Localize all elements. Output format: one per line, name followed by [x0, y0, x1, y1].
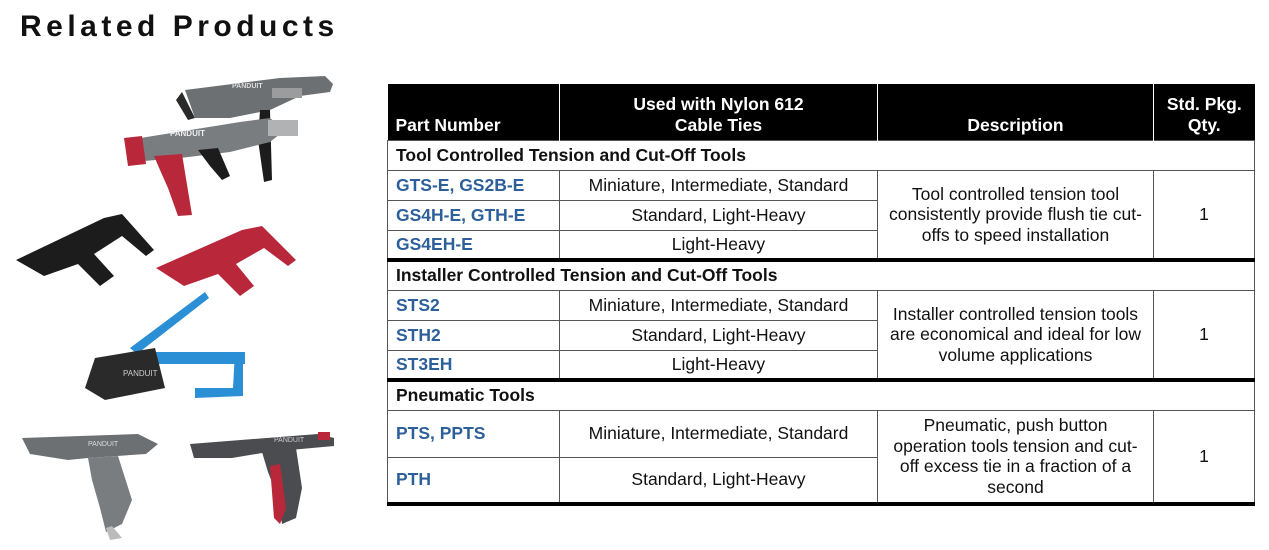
header-used-with-line2: Cable Ties — [674, 114, 763, 135]
table-row — [388, 410, 1255, 457]
header-used-with-line1: Used with Nylon 612 — [633, 93, 804, 114]
part-number: PTS, PPTS — [388, 410, 560, 457]
header-part-number: Part Number — [388, 84, 560, 140]
table-header-row — [388, 84, 1255, 140]
used-with: Miniature, Intermediate, Standard — [560, 170, 878, 200]
group-description: Tool controlled tension tool consistently provide flush tie cut-offs to speed installation — [878, 170, 1154, 260]
group-row — [388, 140, 1255, 170]
used-with: Standard, Light-Heavy — [560, 320, 878, 350]
part-number: STS2 — [388, 290, 560, 320]
header-qty-line2: Qty. — [1187, 114, 1221, 135]
part-number: GS4H-E, GTH-E — [388, 200, 560, 230]
svg-text:PANDUIT: PANDUIT — [88, 441, 119, 448]
group-title: Pneumatic Tools — [388, 380, 1255, 410]
pneumatic-tools-image — [18, 428, 358, 543]
part-number: ST3EH — [388, 350, 560, 380]
group-title: Tool Controlled Tension and Cut-Off Tools — [388, 140, 1255, 170]
used-with: Light-Heavy — [560, 350, 878, 380]
header-std-pkg-qty — [1154, 84, 1255, 140]
svg-text:PANDUIT: PANDUIT — [232, 83, 263, 90]
used-with: Light-Heavy — [560, 230, 878, 260]
part-number: PTH — [388, 457, 560, 504]
std-pkg-qty: 1 — [1154, 170, 1255, 260]
svg-text:PANDUIT: PANDUIT — [170, 129, 205, 138]
svg-text:PANDUIT: PANDUIT — [274, 437, 305, 444]
used-with: Miniature, Intermediate, Standard — [560, 290, 878, 320]
section-heading: Related Products — [20, 10, 339, 43]
group-row — [388, 380, 1255, 410]
group-description: Pneumatic, push button operation tools tension and cut-off excess tie in a fraction of a second — [878, 410, 1154, 504]
hand-tension-tools-image — [120, 70, 360, 220]
group-description: Installer controlled tension tools are economical and ideal for low volume applications — [878, 290, 1154, 380]
std-pkg-qty: 1 — [1154, 290, 1255, 380]
part-number: GS4EH-E — [388, 230, 560, 260]
used-with: Miniature, Intermediate, Standard — [560, 410, 878, 457]
table-row — [388, 290, 1255, 320]
used-with: Standard, Light-Heavy — [560, 200, 878, 230]
table-row — [388, 170, 1255, 200]
group-row — [388, 260, 1255, 290]
header-description: Description — [878, 84, 1154, 140]
header-used-with — [560, 84, 878, 140]
product-images — [0, 60, 380, 550]
steel-tension-tools-image — [14, 210, 314, 300]
group-title: Installer Controlled Tension and Cut-Off Tools — [388, 260, 1255, 290]
std-pkg-qty: 1 — [1154, 410, 1255, 504]
installer-tension-tool-image — [75, 288, 275, 403]
related-products-table — [387, 84, 1255, 506]
header-qty-line1: Std. Pkg. — [1166, 93, 1242, 114]
part-number: STH2 — [388, 320, 560, 350]
svg-text:PANDUIT: PANDUIT — [123, 369, 158, 378]
part-number: GTS-E, GS2B-E — [388, 170, 560, 200]
used-with: Standard, Light-Heavy — [560, 457, 878, 504]
